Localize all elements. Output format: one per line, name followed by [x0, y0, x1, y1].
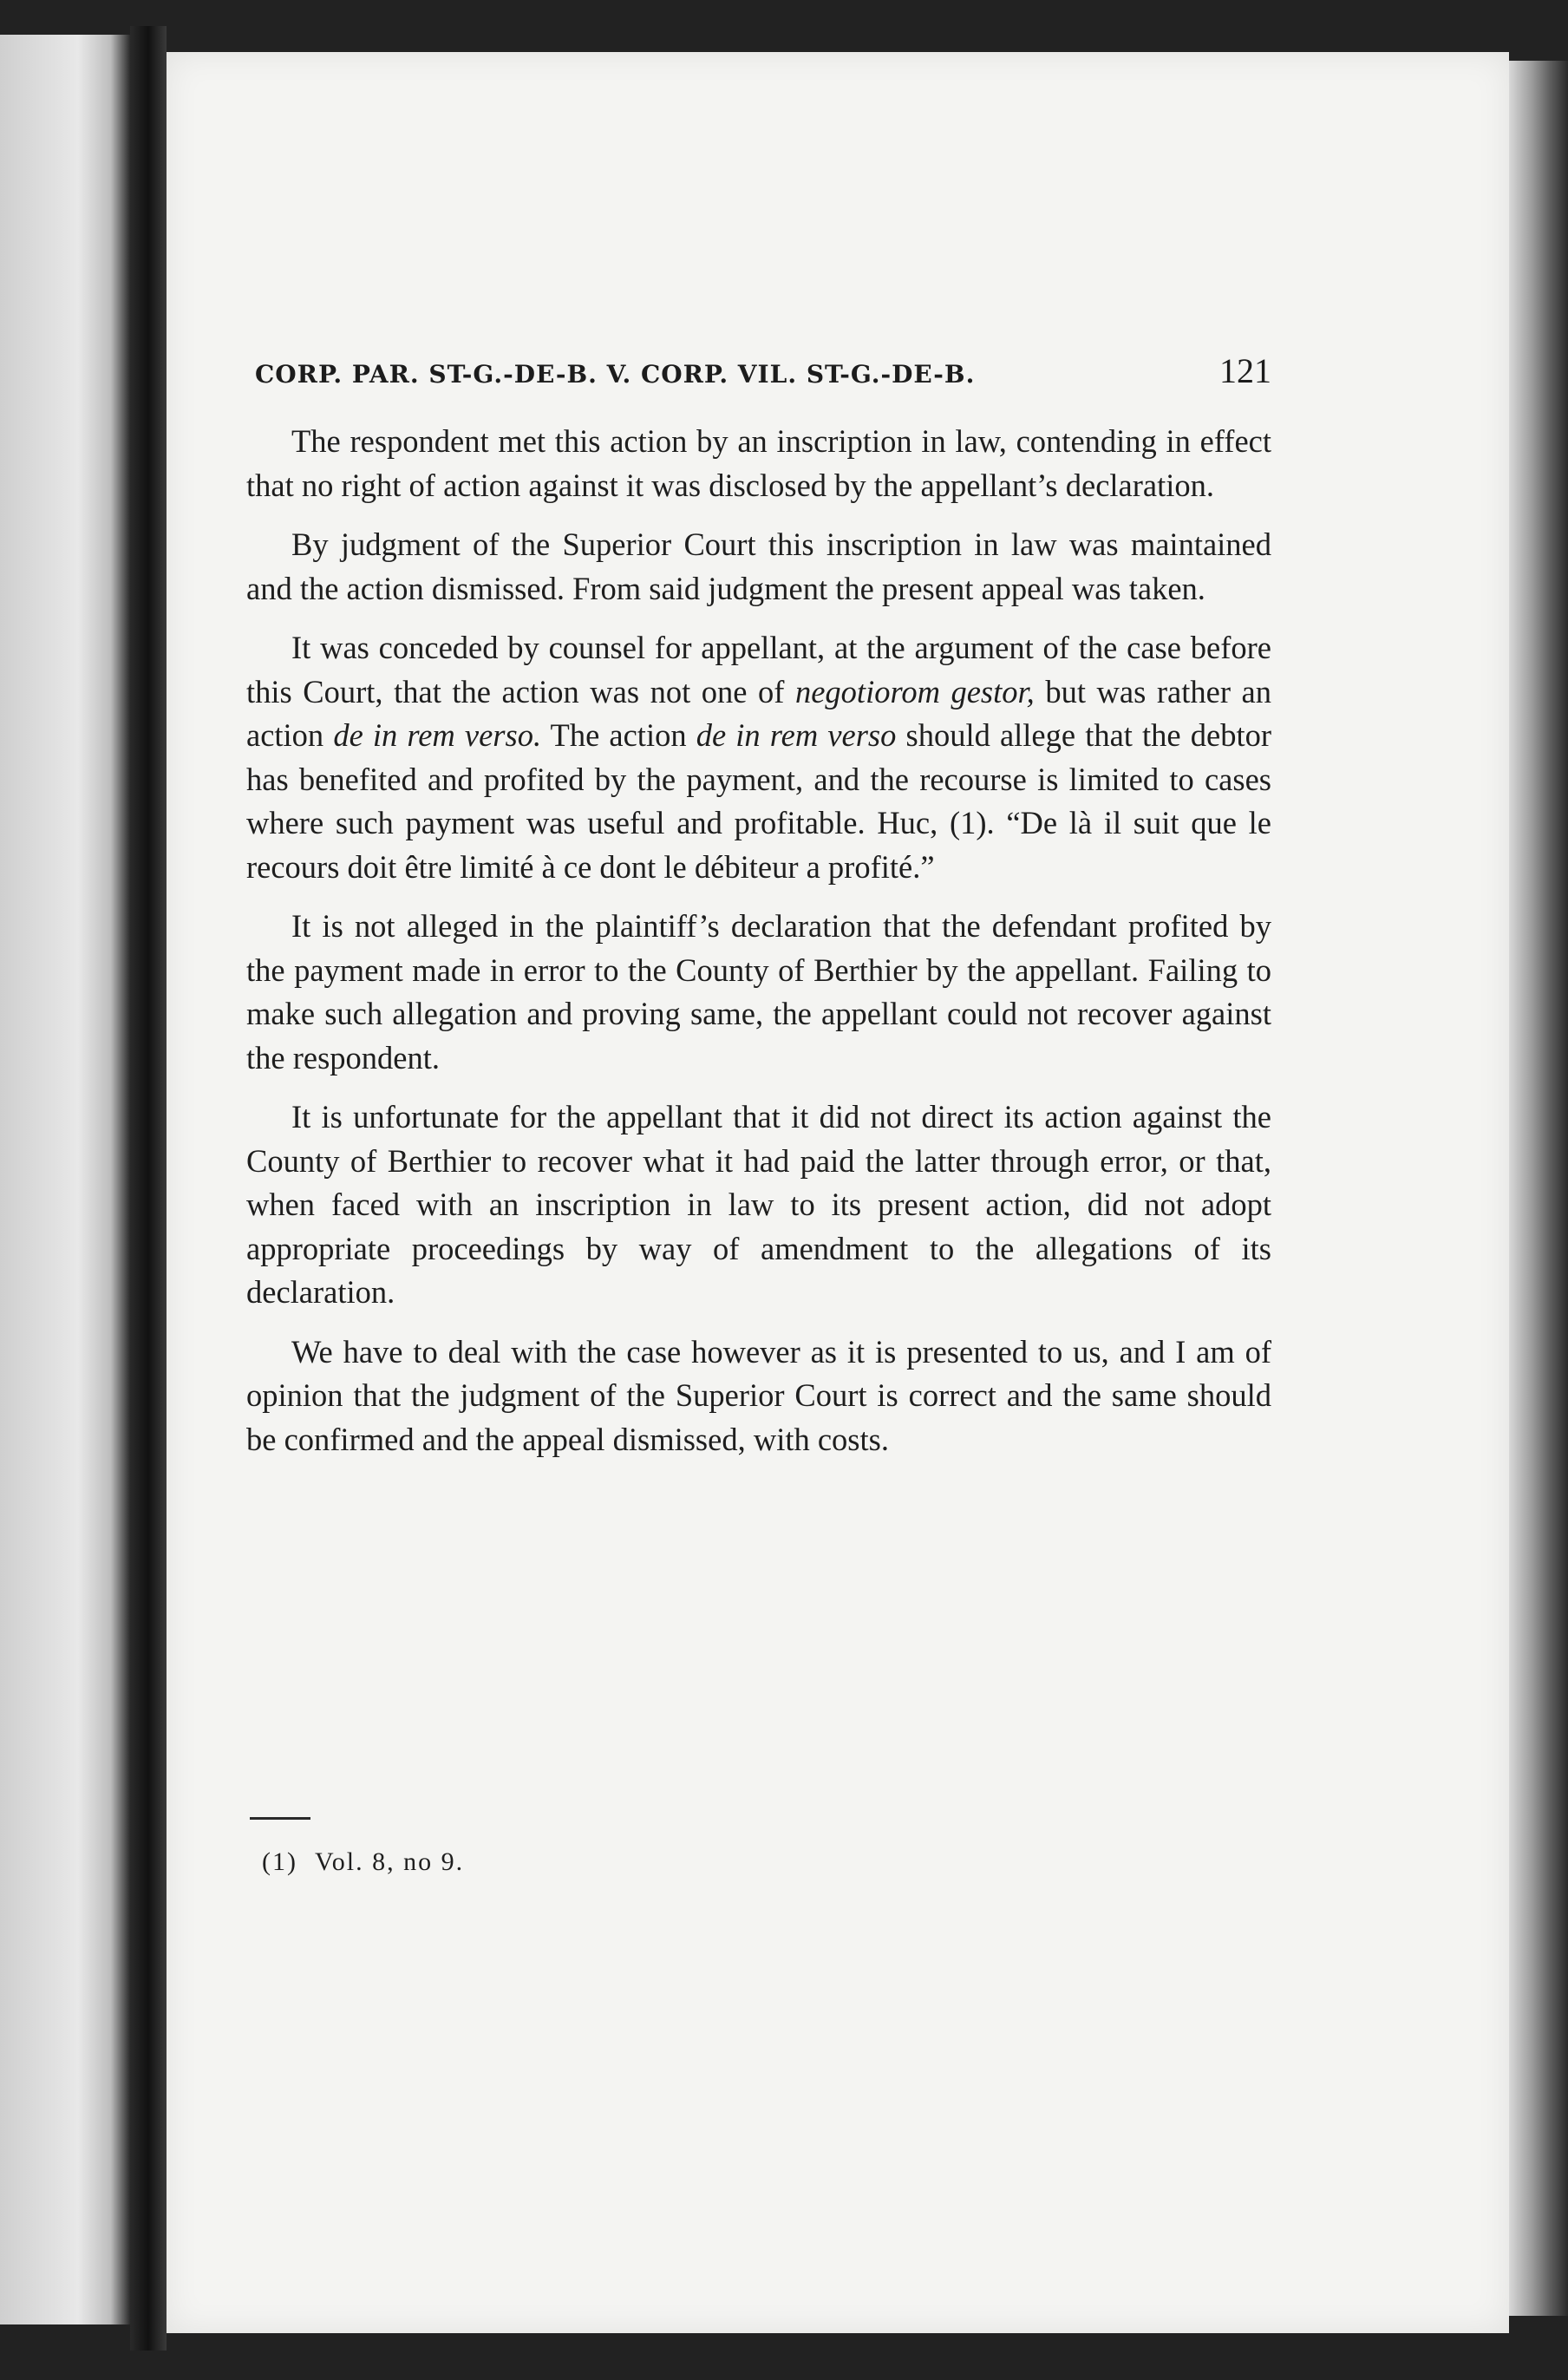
italic-text-run: de in rem verso.	[333, 717, 542, 753]
facing-page-edge	[0, 35, 130, 2324]
footnote-marker: (1)	[262, 1847, 297, 1876]
footnote-text: Vol. 8, no 9.	[314, 1847, 465, 1876]
paragraph	[246, 905, 1271, 1080]
text-run: It is not alleged in the plaintiff’s declaration that the defendant profited by the payment made in error to the County of Berthier by the appellant. Failing to make such allegation and proving same, the appellant could not recover against the respondent.	[246, 908, 1271, 1076]
text-run: but was rather an action	[246, 673, 1271, 753]
text-run: The respondent met this action by an inscription in law, contending in effect that no right of action against it was disclosed by the appellant’s declaration.	[246, 423, 1271, 503]
text-run: It is unfortunate for the appellant that it did not direct its action against the County of Berthier to recover what it had paid the latter through error, or that, when faced with an inscription in law to its present action, did not adopt appropriate proceedings by way of amendment to the allegations of its declaration.	[246, 1099, 1271, 1310]
text-run: It was conceded by counsel for appellant, at the argument of the case before this Court, that the action was not one of	[246, 630, 1271, 709]
footnote	[262, 1847, 464, 1877]
page-fore-edge	[1509, 61, 1568, 2316]
paragraph	[246, 420, 1271, 507]
text-run: The action	[541, 717, 696, 753]
italic-text-run: negotiorom gestor,	[794, 673, 1035, 709]
page-number: 121	[1219, 351, 1271, 390]
paragraph	[246, 1095, 1271, 1315]
paragraph	[246, 1331, 1271, 1462]
footnote-rule	[250, 1817, 310, 1820]
text-run: should allege that the debtor has benefited and profited by the payment, and the recourse is limited to cases where such payment was useful and profitable. Huc, (1). “De là il suit que le recours doit être limité à ce dont le débiteur a profité.”	[246, 717, 1271, 885]
book-page	[167, 52, 1509, 2333]
body-text	[246, 420, 1271, 1477]
running-head-title: CORP. PAR. ST-G.-DE-B. V. CORP. VIL. ST-G.-DE-B.	[255, 360, 976, 389]
paragraph	[246, 523, 1271, 611]
paragraph	[246, 626, 1271, 889]
italic-text-run: de in rem verso	[696, 717, 897, 753]
text-run: We have to deal with the case however as it is presented to us, and I am of opinion that the judgment of the Superior Court is correct and the same should be confirmed and the appeal dismissed, with costs.	[246, 1333, 1271, 1457]
book-gutter	[130, 26, 167, 2351]
text-run: By judgment of the Superior Court this inscription in law was maintained and the action dismissed. From said judgment the present appeal was taken.	[246, 526, 1271, 606]
running-head	[255, 350, 1271, 402]
